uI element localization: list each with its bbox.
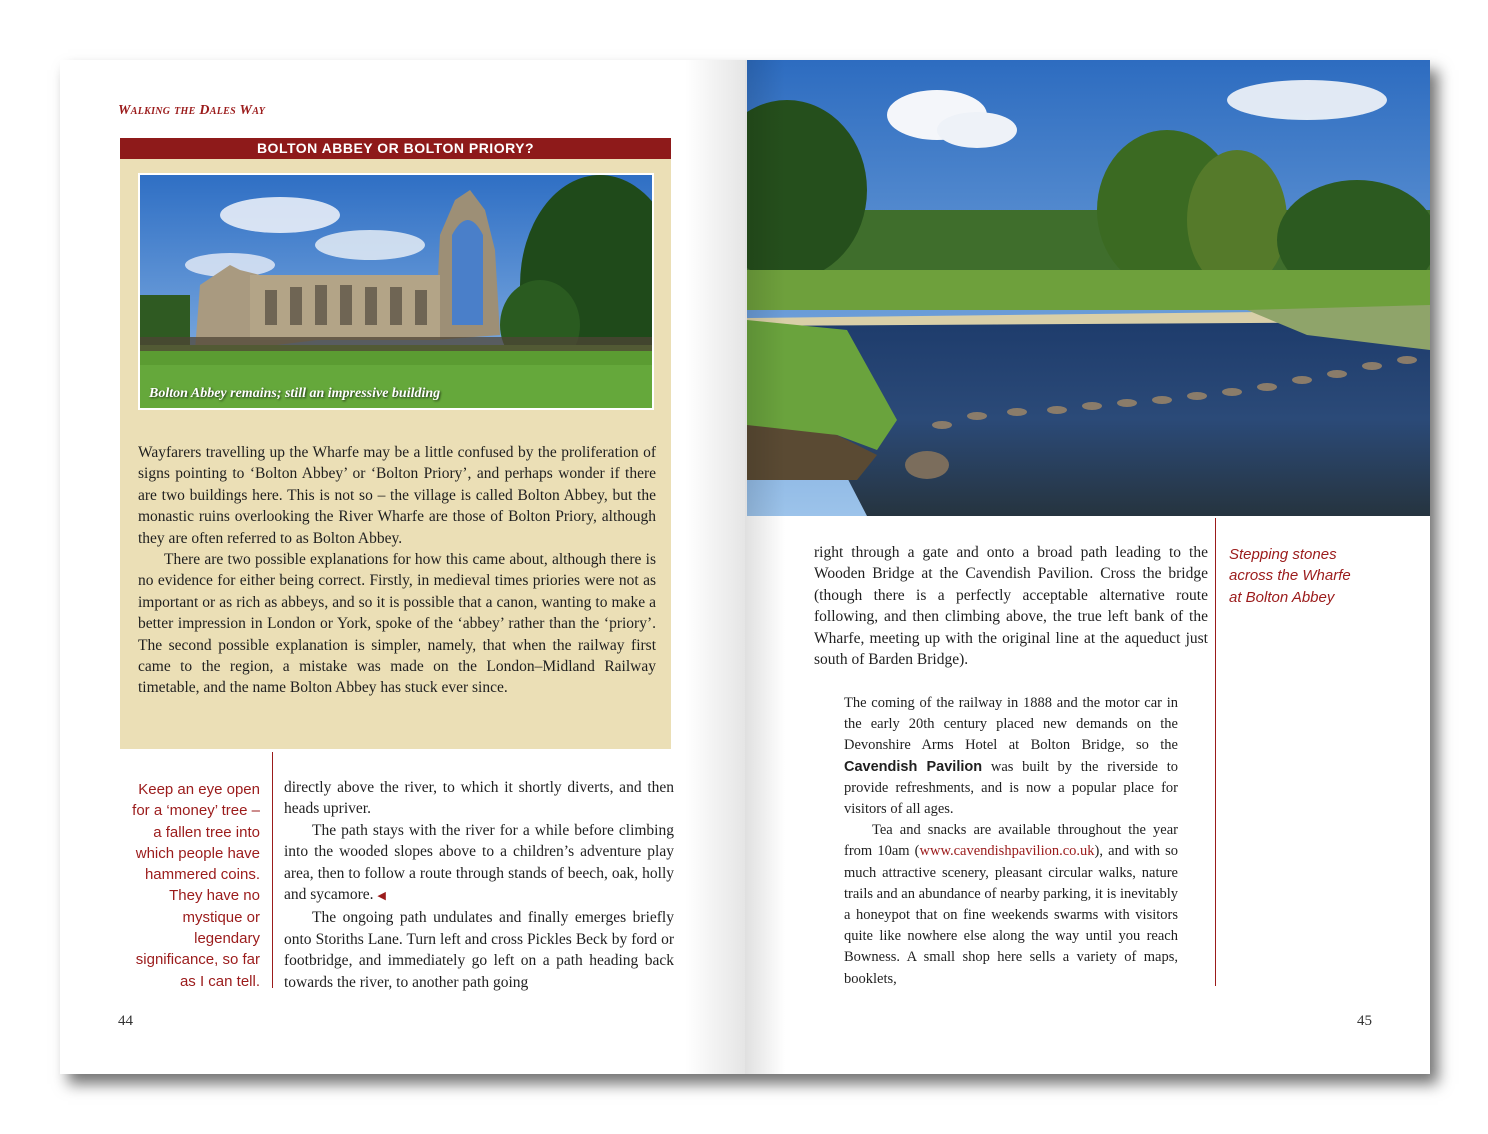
inset-text-part: The coming of the railway in 1888 and the motor car in the early 20th century placed new demands on the Devonshire Arms Hotel at Bolton Bridge, so the — [844, 695, 1178, 754]
gutter-shadow — [745, 60, 785, 1074]
river-photo — [747, 60, 1430, 516]
page-number: 44 — [118, 1013, 133, 1029]
inset-text-part: ), and with so much attractive scenery, pleasant circular walks, nature trails and an abundance of nearby parking, it is inevitably a honeypot that on fine weekends swarms with visitors quite like nowhere else along the way until you reach Bowness. A small shop here sells a variety of maps, booklets, — [844, 843, 1179, 987]
box-title: BOLTON ABBEY OR BOLTON PRIORY? — [120, 138, 671, 159]
inset-text-part: Tea and snacks are available throughout the year from 10am ( — [844, 822, 1178, 860]
body-text — [284, 777, 674, 993]
box-paragraph: There are two possible explanations for how this came about, although there is no evidence for either being correct. Firstly, in medieval times priories were not as important or as rich as abbeys, and so it is possible that a canon, wanting to make a better impression in London or York, spoke of the ‘abbey’ rather than the ‘priory’. The second possible explanation is simpler, namely, that when the railway first came to the region, a mistake was made on the London–Midland Railway timetable, and the name Bolton Abbey has stuck ever since. — [138, 551, 656, 697]
margin-rule — [272, 752, 273, 988]
photo-caption-note: Stepping stones across the Wharfe at Bolton Abbey — [1229, 546, 1351, 606]
section-end-marker-icon: ◀ — [377, 890, 386, 903]
book-spread — [60, 60, 1430, 1074]
abbey-ruins-image — [140, 175, 652, 408]
body-paragraph: The ongoing path undulates and finally emerges briefly onto Storiths Lane. Turn left and cross Pickles Beck by ford or footbridge, and immediately go left on a path heading back towards the river, to another path going — [284, 909, 674, 991]
body-paragraph: right through a gate and onto a broad path leading to the Wooden Bridge at the Cavendish Pavilion. Cross the bridge (though there is a perfectly acceptable alternative route following, and then climbing above, the true left bank of the Wharfe, meeting up with the original line at the aqueduct just south of Barden Bridge). — [814, 544, 1208, 669]
body-paragraph-text: The path stays with the river for a while before climbing into the wooded slopes above to a children’s adventure play area, then to follow a route through stands of beech, oak, holly and sycamore. — [284, 821, 674, 904]
page-number: 45 — [1357, 1013, 1372, 1029]
inset-paragraph — [844, 693, 1178, 820]
box-body — [138, 442, 656, 699]
inset-text-part: was built by the riverside to provide refreshments, and is now a popular place for visitors of all ages. — [844, 758, 1178, 818]
stepping-stones-image — [747, 60, 1430, 516]
margin-note: Keep an eye open for a ‘money’ tree – a fallen tree into which people have hammered coins. They have no mystique or legendary significance, so far as I can tell. — [132, 781, 260, 990]
body-text — [814, 542, 1208, 670]
inset-paragraph — [844, 820, 1178, 990]
margin-rule — [1215, 518, 1216, 986]
inset-text — [844, 693, 1178, 990]
photo-caption: Bolton Abbey remains; still an impressive building — [149, 386, 441, 401]
body-paragraph: directly above the river, to which it shortly diverts, and then heads upriver. — [284, 779, 674, 818]
info-box — [120, 159, 671, 749]
running-head: Walking the Dales Way — [118, 103, 266, 118]
website-link[interactable]: www.cavendishpavilion.co.uk — [919, 843, 1095, 860]
left-page — [60, 60, 745, 1074]
abbey-photo — [138, 173, 654, 410]
place-name-bold: Cavendish Pavilion — [844, 758, 983, 775]
body-paragraph — [284, 820, 674, 908]
right-page — [745, 60, 1430, 1074]
gutter-shadow — [685, 60, 745, 1074]
box-paragraph: Wayfarers travelling up the Wharfe may be a little confused by the proliferation of signs pointing to ‘Bolton Abbey’ or ‘Bolton Priory’, and perhaps wonder if there are two buildings here. This is not so – the village is called Bolton Abbey, but the monastic ruins overlooking the River Wharfe are those of Bolton Priory, although they are often referred to as Bolton Abbey. — [138, 444, 656, 547]
